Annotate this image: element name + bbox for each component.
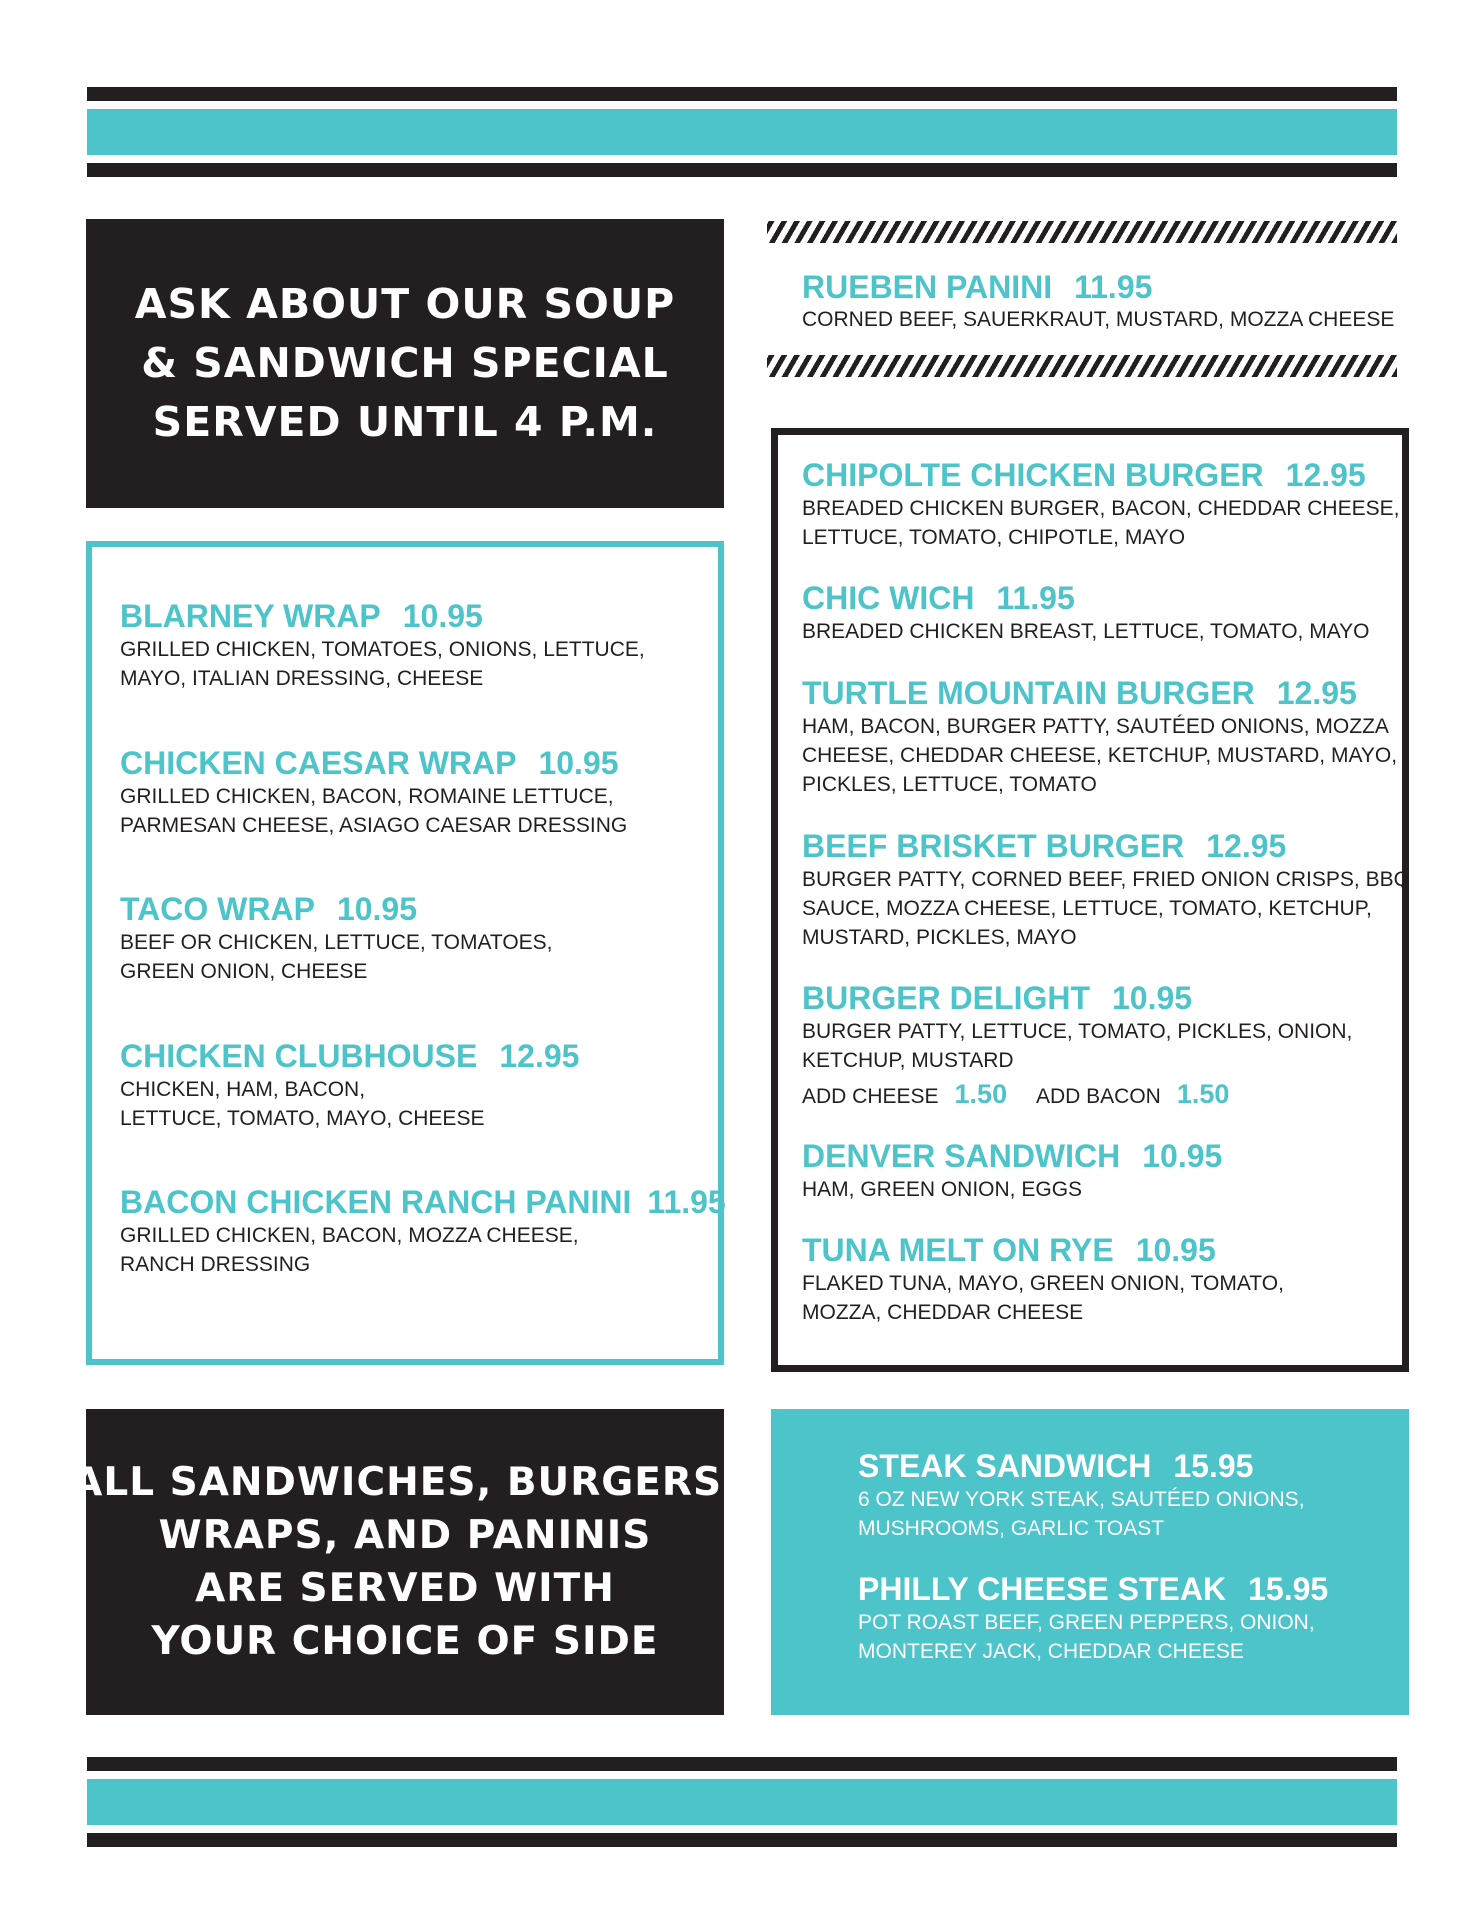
add-bacon-option: [1036, 1080, 1229, 1111]
item-name: RUEBEN PANINI: [802, 269, 1053, 305]
description-line: GRILLED CHICKEN, BACON, ROMAINE LETTUCE,: [120, 785, 614, 808]
menu-item-description: [858, 1608, 1315, 1666]
menu-item-title: [120, 891, 417, 927]
item-name: TACO WRAP: [120, 891, 315, 927]
description-line: BREADED CHICKEN BREAST, LETTUCE, TOMATO, MAYO: [802, 620, 1370, 643]
menu-item-title: [120, 1038, 579, 1074]
item-name: DENVER SANDWICH: [802, 1138, 1121, 1174]
promo-line: ASK ABOUT OUR SOUP: [134, 280, 676, 328]
menu-item-title: [802, 980, 1192, 1016]
menu-item-description: [802, 494, 1399, 552]
menu-item-title: [120, 1184, 726, 1220]
steak-menu-box: [771, 1409, 1409, 1715]
menu-item-title: [120, 745, 619, 781]
description-line: POT ROAST BEEF, GREEN PEPPERS, ONION,: [858, 1611, 1315, 1634]
item-price: 11.95: [647, 1184, 726, 1220]
top-stripe-black-1: [87, 87, 1397, 101]
description-line: GRILLED CHICKEN, TOMATOES, ONIONS, LETTUCE,: [120, 638, 645, 661]
promo-line: ALL SANDWICHES, BURGERS,: [72, 1460, 738, 1505]
addon-price: 1.50: [1176, 1079, 1230, 1109]
item-price: 11.95: [996, 580, 1075, 616]
item-price: 10.95: [1142, 1138, 1223, 1174]
menu-item-title: [858, 1571, 1328, 1607]
item-price: 10.95: [1112, 980, 1193, 1016]
description-line: BEEF OR CHICKEN, LETTUCE, TOMATOES,: [120, 931, 553, 954]
menu-item-title: [120, 598, 483, 634]
item-name: TURTLE MOUNTAIN BURGER: [802, 675, 1255, 711]
top-stripe-teal: [87, 109, 1397, 155]
menu-item-title: [802, 1138, 1222, 1174]
menu-item-description: [120, 1221, 579, 1279]
featured-item-description: [802, 305, 1394, 334]
item-name: CHIPOLTE CHICKEN BURGER: [802, 457, 1264, 493]
description-line: BURGER PATTY, CORNED BEEF, FRIED ONION CRISPS, BBQ: [802, 868, 1410, 891]
menu-item-description: [120, 928, 553, 986]
description-line: MUSHROOMS, GARLIC TOAST: [858, 1517, 1165, 1540]
description-line: PARMESAN CHEESE, ASIAGO CAESAR DRESSING: [120, 814, 628, 837]
description-line: HAM, GREEN ONION, EGGS: [802, 1178, 1083, 1201]
description-line: MAYO, ITALIAN DRESSING, CHEESE: [120, 667, 484, 690]
promo-side-choice-box: [72, 1409, 738, 1715]
item-name: BURGER DELIGHT: [802, 980, 1090, 1016]
description-line: MOZZA, CHEDDAR CHEESE: [802, 1301, 1084, 1324]
promo-soup-sandwich-box: [86, 219, 724, 508]
add-cheese-option: [802, 1080, 1007, 1111]
menu-item-title: [802, 457, 1366, 493]
addon-price: 1.50: [954, 1079, 1008, 1109]
item-price: 10.95: [402, 598, 483, 634]
description-line: 6 OZ NEW YORK STEAK, SAUTÉED ONIONS,: [858, 1488, 1305, 1511]
description-line: PICKLES, LETTUCE, TOMATO: [802, 773, 1097, 796]
hatch-divider-bottom: [767, 355, 1397, 377]
menu-item-description: [802, 712, 1397, 799]
item-price: 15.95: [1248, 1571, 1329, 1607]
menu-item-description: [858, 1485, 1305, 1543]
description-line: LETTUCE, TOMATO, CHIPOTLE, MAYO: [802, 526, 1186, 549]
promo-line: WRAPS, AND PANINIS: [158, 1513, 652, 1558]
top-stripe-black-2: [87, 163, 1397, 177]
item-name: CHICKEN CAESAR WRAP: [120, 745, 517, 781]
item-name: BEEF BRISKET BURGER: [802, 828, 1185, 864]
addon-label: ADD CHEESE: [802, 1085, 939, 1108]
description-line: CHICKEN, HAM, BACON,: [120, 1078, 366, 1101]
promo-line: ARE SERVED WITH: [195, 1566, 615, 1611]
menu-item-description: [802, 1017, 1352, 1075]
featured-item-title: [802, 269, 1152, 305]
description-line: HAM, BACON, BURGER PATTY, SAUTÉED ONIONS, MOZZA: [802, 715, 1389, 738]
item-price: 15.95: [1173, 1448, 1254, 1484]
promo-line: & SANDWICH SPECIAL: [141, 339, 669, 387]
bottom-stripe-black-2: [87, 1833, 1397, 1847]
item-price: 12.95: [1206, 828, 1287, 864]
description-line: CHEESE, CHEDDAR CHEESE, KETCHUP, MUSTARD, MAYO,: [802, 744, 1398, 767]
item-price: 10.95: [1135, 1232, 1216, 1268]
menu-item-title: [802, 580, 1075, 616]
description-line: SAUCE, MOZZA CHEESE, LETTUCE, TOMATO, KETCHUP,: [802, 897, 1372, 920]
item-price: 10.95: [538, 745, 619, 781]
bottom-stripe-black-1: [87, 1757, 1397, 1771]
item-name: BACON CHICKEN RANCH PANINI: [120, 1184, 632, 1220]
menu-item-title: [802, 828, 1286, 864]
description-line: MUSTARD, PICKLES, MAYO: [802, 926, 1077, 949]
description-line: MONTEREY JACK, CHEDDAR CHEESE: [858, 1640, 1244, 1663]
description-line: FLAKED TUNA, MAYO, GREEN ONION, TOMATO,: [802, 1272, 1284, 1295]
menu-item-description: [120, 782, 627, 840]
description-line: BREADED CHICKEN BURGER, BACON, CHEDDAR CHEESE,: [802, 497, 1400, 520]
bottom-stripe-teal: [87, 1779, 1397, 1825]
item-price: 10.95: [336, 891, 418, 927]
item-name: CHICKEN CLUBHOUSE: [120, 1038, 478, 1074]
menu-item-title: [802, 1232, 1216, 1268]
menu-item-description: [120, 1075, 484, 1133]
description-line: LETTUCE, TOMATO, MAYO, CHEESE: [120, 1107, 485, 1130]
description-line: KETCHUP, MUSTARD: [802, 1049, 1014, 1072]
promo-line: SERVED UNTIL 4 P.M.: [152, 398, 658, 446]
menu-item-description: [802, 1175, 1082, 1204]
menu-item-description: [802, 617, 1370, 646]
menu-item-description: [802, 865, 1410, 952]
item-name: BLARNEY WRAP: [120, 598, 381, 634]
hatch-divider-top: [767, 221, 1397, 243]
item-price: 12.95: [499, 1038, 580, 1074]
addon-label: ADD BACON: [1036, 1085, 1161, 1108]
menu-item-title: [858, 1448, 1253, 1484]
description-line: CORNED BEEF, SAUERKRAUT, MUSTARD, MOZZA CHEESE: [802, 308, 1395, 331]
item-price: 12.95: [1285, 457, 1366, 493]
description-line: RANCH DRESSING: [120, 1253, 311, 1276]
description-line: GRILLED CHICKEN, BACON, MOZZA CHEESE,: [120, 1224, 579, 1247]
promo-line: YOUR CHOICE OF SIDE: [151, 1619, 659, 1664]
item-name: STEAK SANDWICH: [858, 1448, 1152, 1484]
description-line: GREEN ONION, CHEESE: [120, 960, 368, 983]
item-name: CHIC WICH: [802, 580, 975, 616]
menu-item-description: [120, 635, 645, 693]
item-price: 11.95: [1074, 269, 1153, 305]
menu-item-description: [802, 1269, 1284, 1327]
item-price: 12.95: [1276, 675, 1357, 711]
description-line: BURGER PATTY, LETTUCE, TOMATO, PICKLES, ONION,: [802, 1020, 1353, 1043]
item-name: PHILLY CHEESE STEAK: [858, 1571, 1227, 1607]
menu-item-title: [802, 675, 1357, 711]
item-name: TUNA MELT ON RYE: [802, 1232, 1114, 1268]
